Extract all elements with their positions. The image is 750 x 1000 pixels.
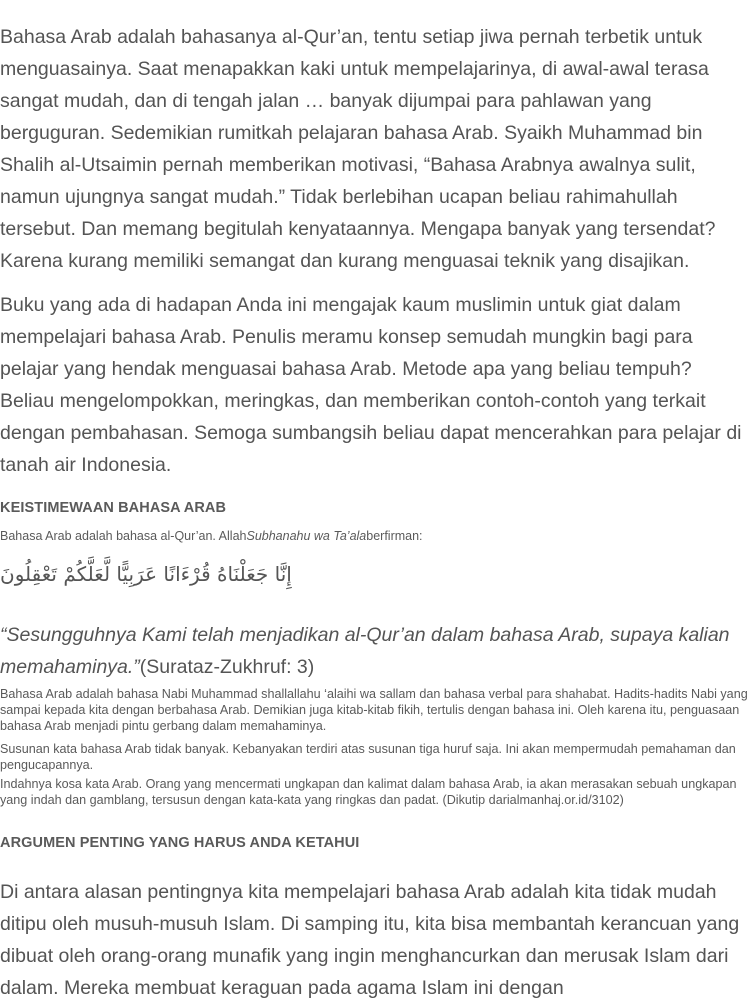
section-heading-argumen: ARGUMEN PENTING YANG HARUS ANDA KETAHUI	[0, 835, 360, 851]
argument-paragraph: Di antara alasan pentingnya kita mempelajari bahasa Arab adalah kita tidak mudah ditipu oleh musuh-musuh Islam. Di samping itu, kita bisa membantah kerancuan yang dibuat oleh orang-orang munafik yang ingin menghancurkan dan merusak Islam dari dalam. Mereka membuat keraguan pada agama Islam ini dengan	[0, 881, 740, 999]
section1-intro-italic: Subhanahu wa Ta’ala	[246, 529, 367, 543]
intro-paragraph: Bahasa Arab adalah bahasanya al-Qur’an, tentu setiap jiwa pernah terbetik untuk menguasainya. Saat menapakkan kaki untuk mempelajarinya, di awal-awal terasa sangat mudah, dan di tengah jalan … banyak dijumpai para pahlawan yang berguguran. Sedemikian rumitkah pelajaran bahasa Arab. Syaikh Muhammad bin Shalih al-Utsaimin pernah memberikan motivasi, “Bahasa Arabnya awalnya sulit, namun ujungnya sangat mudah.” Tidak berlebihan ucapan beliau rahimahullah tersebut. Dan memang begitulah kenyataannya. Mengapa banyak yang tersendat? Karena kurang memiliki semangat dan kurang menguasai teknik yang disajikan.	[0, 26, 716, 272]
fine-paragraph-susunan: Susunan kata bahasa Arab tidak banyak. Kebanyakan terdiri atas susunan tiga huruf saja. Ini akan mempermudah pemahaman dan pengucapannya.	[0, 742, 736, 772]
section1-intro-before: Bahasa Arab adalah bahasa al-Qur’an. Allah	[0, 529, 247, 543]
fine-paragraph-nabi: Bahasa Arab adalah bahasa Nabi Muhammad shallallahu ‘alaihi wa sallam dan bahasa verbal para shahabat. Hadits-hadits Nabi yang sampai kepada kita dengan berbahasa Arab. Demikian juga kitab-kitab fikih, tertulis dengan bahasa ini. Oleh karena itu, penguasaan bahasa Arab menjadi pintu gerbang dalam memahaminya.	[0, 687, 748, 733]
arabic-verse: إِنَّا جَعَلْنَاهُ قُرْءَانًا عَرَبِيًّا لَّعَلَّكُمْ تَعْقِلُونَ	[0, 562, 292, 586]
translation-reference: (Surataz-Zukhruf: 3)	[139, 656, 315, 678]
section-heading-keistimewaan: KEISTIMEWAAN BAHASA ARAB	[0, 500, 227, 516]
book-paragraph: Buku yang ada di hadapan Anda ini mengajak kaum muslimin untuk giat dalam mempelajari bahasa Arab. Penulis meramu konsep semudah mungkin bagi para pelajar yang hendak menguasai bahasa Arab. Metode apa yang beliau tempuh? Beliau mengelompokkan, meringkas, dan memberikan contoh-contoh yang terkait dengan pembahasan. Semoga sumbangsih beliau dapat mencerahkan para pelajar di tanah air Indonesia.	[0, 294, 742, 476]
section1-intro	[0, 529, 423, 543]
verse-translation	[0, 619, 750, 683]
fine-paragraph-indahnya: Indahnya kosa kata Arab. Orang yang mencermati ungkapan dan kalimat dalam bahasa Arab, ia akan merasakan sebuah ungkapan yang indah dan gamblang, tersusun dengan kata-kata yang ringkas dan padat. (Dikutip darialmanhaj.or.id/3102)	[0, 777, 737, 807]
translation-text: “Sesungguhnya Kami telah menjadikan al-Qur’an dalam bahasa Arab, supaya kalian memahaminya.”	[0, 624, 730, 678]
section1-intro-after: berfirman:	[366, 529, 423, 543]
